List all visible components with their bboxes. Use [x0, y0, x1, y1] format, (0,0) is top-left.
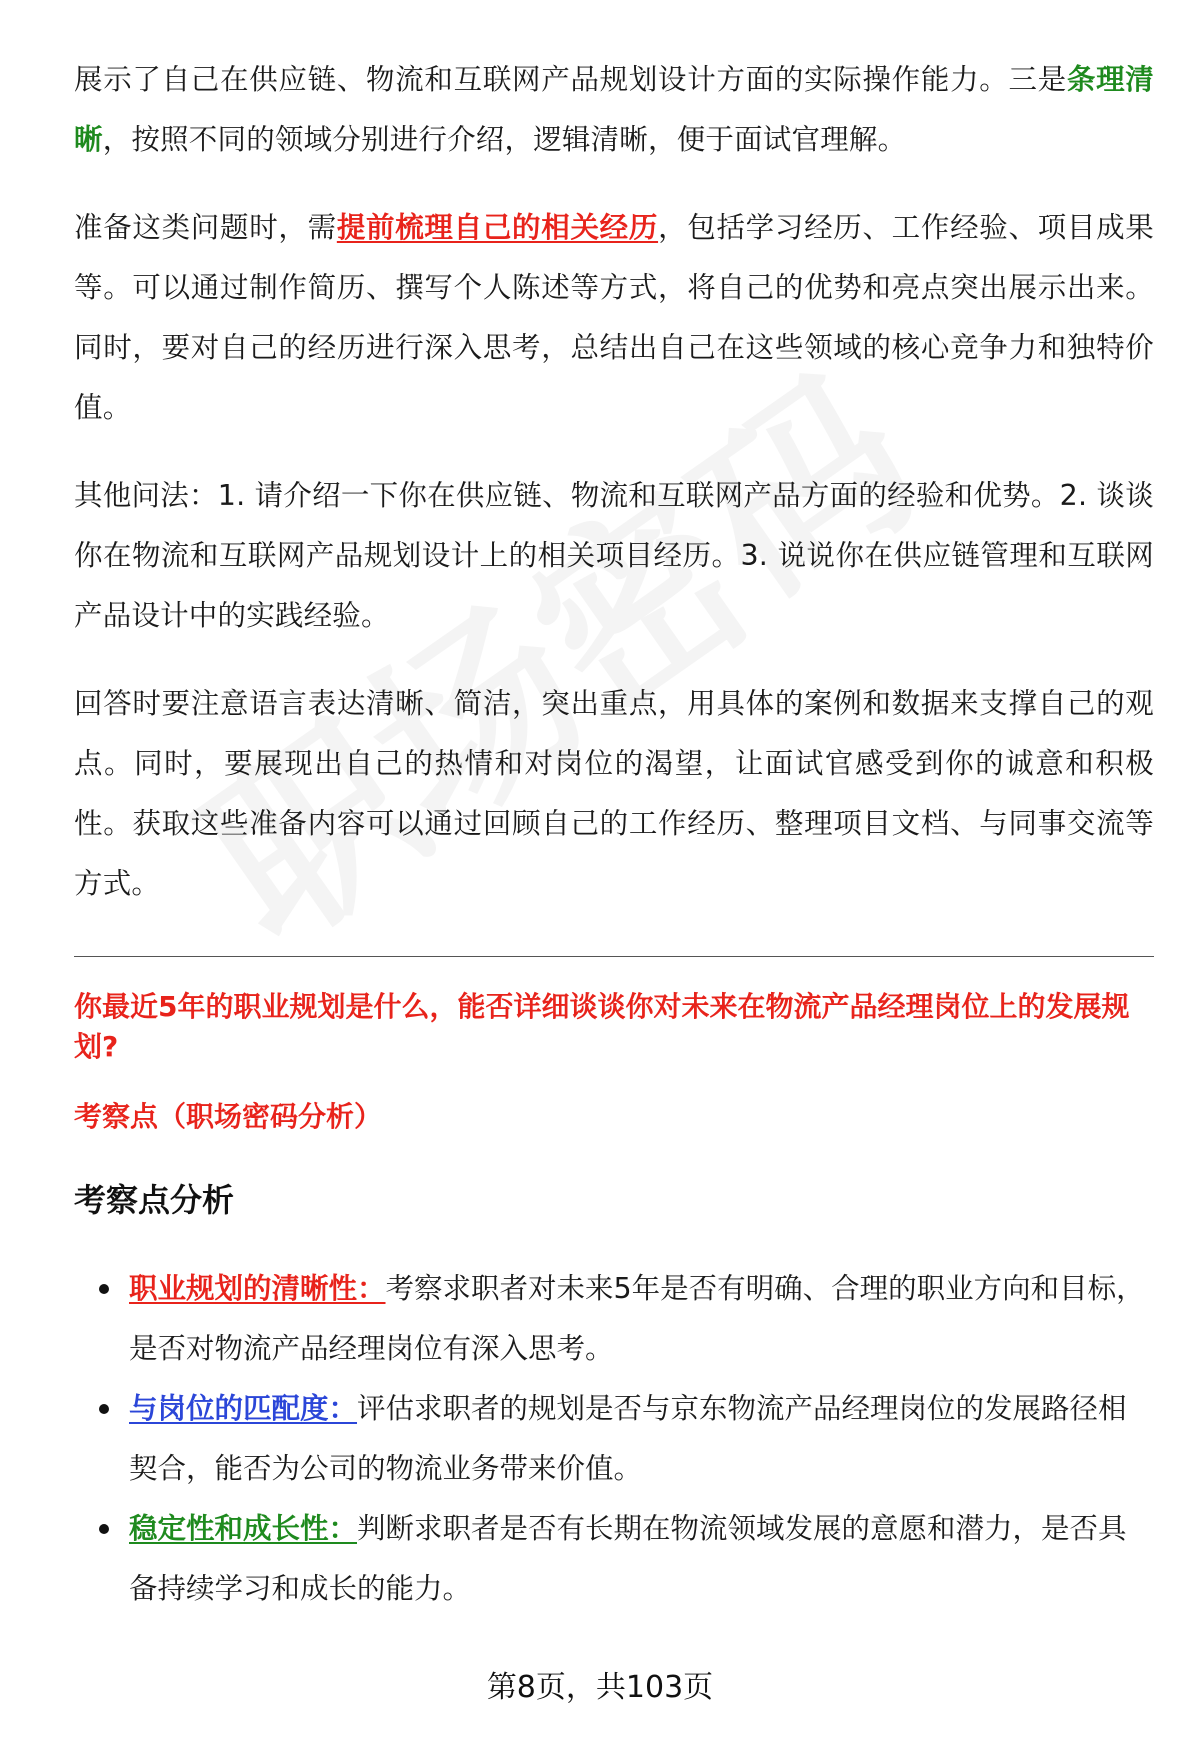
- paragraph-2-text-a: 准备这类问题时，需: [74, 211, 337, 244]
- highlight-review-experience: 提前梳理自己的相关经历: [336, 211, 659, 244]
- point-label: 稳定性和成长性：: [129, 1512, 358, 1545]
- point-label: 与岗位的匹配度：: [129, 1392, 358, 1425]
- paragraph-1-text-b: ，按照不同的领域分别进行介绍，逻辑清晰，便于面试官理解。: [102, 123, 907, 156]
- bullet-icon: [99, 1284, 109, 1294]
- highlight-tiaoli-qingxi: 条理清晰: [74, 63, 1154, 156]
- section-divider: [74, 956, 1154, 957]
- analysis-subheading: 考察点（职场密码分析）: [74, 1100, 383, 1133]
- list-item: [129, 1259, 1154, 1379]
- paragraph-answer-tips: 回答时要注意语言表达清晰、简洁，突出重点，用具体的案例和数据来支撑自己的观点。同时，要展现出自己的热情和对岗位的渴望，让面试官感受到你的诚意和积极性。获取这些准备内容可以通过回顾自己的工作经历、整理项目文档、与同事交流等方式。: [74, 687, 1154, 900]
- bullet-icon: [99, 1404, 109, 1414]
- document-page: [74, 50, 1154, 1619]
- paragraph-1-text-a: 展示了自己在供应链、物流和互联网产品规划设计方面的实际操作能力。三是: [74, 63, 1067, 96]
- point-text: 判断求职者是否有长期在物流领域发展的意愿和潜力，是否具备持续学习和成长的能力。: [129, 1512, 1127, 1605]
- interview-question: 你最近5年的职业规划是什么，能否详细谈谈你对未来在物流产品经理岗位上的发展规划?: [74, 990, 1130, 1063]
- point-text: 考察求职者对未来5年是否有明确、合理的职业方向和目标，是否对物流产品经理岗位有深入思考。: [129, 1272, 1145, 1365]
- point-text: 评估求职者的规划是否与京东物流产品经理岗位的发展路径相契合，能否为公司的物流业务带来价值。: [129, 1392, 1127, 1485]
- analysis-points-list: [74, 1259, 1154, 1619]
- paragraph-1: [74, 50, 1154, 170]
- paragraph-2-text-b: ，包括学习经历、工作经验、项目成果等。可以通过制作简历、撰写个人陈述等方式，将自己的优势和亮点突出展示出来。同时，要对自己的经历进行深入思考，总结出自己在这些领域的核心竞争力和独特价值。: [74, 211, 1154, 424]
- list-item: [129, 1379, 1154, 1499]
- bullet-icon: [99, 1524, 109, 1534]
- page-number: 第8页，共103页: [486, 1670, 714, 1705]
- point-label: 职业规划的清晰性：: [129, 1272, 386, 1305]
- paragraph-other-questions: 其他问法：1. 请介绍一下你在供应链、物流和互联网产品方面的经验和优势。2. 谈谈你在物流和互联网产品规划设计上的相关项目经历。3. 说说你在供应链管理和互联网产品设计中的实践经验。: [74, 479, 1154, 632]
- paragraph-2: [74, 198, 1154, 438]
- section-title: 考察点分析: [74, 1181, 235, 1219]
- list-item: [129, 1499, 1154, 1619]
